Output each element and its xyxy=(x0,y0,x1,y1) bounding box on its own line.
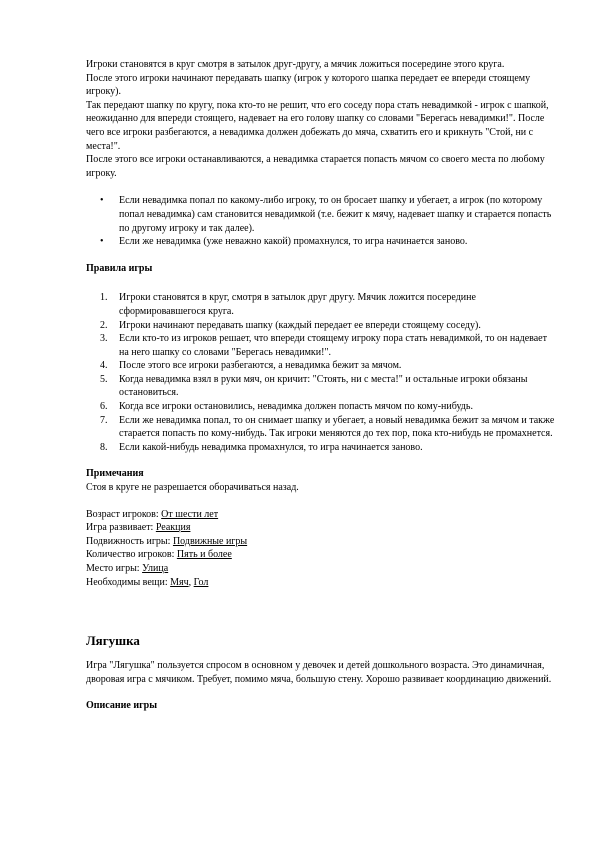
list-item xyxy=(86,332,556,359)
meta-row-age xyxy=(86,508,556,522)
list-number: 8. xyxy=(100,441,108,453)
meta-label: Необходимы вещи: xyxy=(86,576,171,588)
meta-label: Возраст игроков: xyxy=(86,508,162,520)
document-page xyxy=(86,58,556,713)
list-item-text: Если же невадимка (уже неважно какой) промахнулся, то игра начинается заново. xyxy=(119,236,468,248)
meta-link-develops[interactable]: Реакция xyxy=(155,522,191,534)
notes-section xyxy=(86,481,556,495)
bullet-icon: • xyxy=(100,236,104,248)
game-meta xyxy=(86,508,556,590)
list-item xyxy=(86,414,556,441)
list-item xyxy=(86,194,556,235)
list-item xyxy=(86,359,556,373)
list-item-text: Когда все игроки остановились, невадимка должен попасть мячом по кому-нибудь. xyxy=(119,401,473,413)
section2-intro xyxy=(86,659,556,686)
paragraph: Игроки становятся в круг смотря в затылок друг-другу, а мячик ложиться посередине этого круга. xyxy=(86,59,505,70)
list-item xyxy=(86,400,556,414)
list-item-text: Игроки начинают передавать шапку (каждый передает ее впереди стоящему соседу). xyxy=(119,319,481,331)
rules-list xyxy=(86,291,556,454)
list-item-text: Когда невадимка взял в руки мяч, он кричит: "Стоять, ни с места!" и остальные игроки обязаны остановиться. xyxy=(119,373,528,399)
list-item-text: После этого все игроки разбегаются, а невадимка бежит за мячом. xyxy=(119,360,402,372)
list-item-text: Игроки становятся в круг, смотря в затылок друг другу. Мячик ложится посередине сформировавшегося круга. xyxy=(119,292,476,317)
list-number: 6. xyxy=(100,401,108,413)
list-item xyxy=(86,441,556,455)
list-number: 5. xyxy=(100,373,108,385)
list-number: 7. xyxy=(100,414,108,426)
list-number: 4. xyxy=(100,360,108,372)
bullet-list xyxy=(86,194,556,248)
section-title: Лягушка xyxy=(86,633,140,649)
list-item xyxy=(86,291,556,318)
bullet-icon: • xyxy=(100,195,104,207)
list-item-text: Если кто-то из игроков решает, что впереди стоящему игроку пора стать невадимкой, то он надевает на него шапку со словами "Берегась невадимки!". xyxy=(119,333,547,358)
rules-heading: Правила игры xyxy=(86,262,153,274)
meta-separator: , xyxy=(188,576,194,588)
meta-label: Подвижность игры: xyxy=(86,535,173,547)
paragraph: После этого игроки начинают передавать шапку (игрок у которого шапка передает ее впереди стоящему игроку). xyxy=(86,72,531,98)
meta-link-mobility[interactable]: Подвижные игры xyxy=(172,535,248,547)
meta-link-place[interactable]: Улица xyxy=(142,563,169,574)
list-item-text: Если же невадимка попал, то он снимает шапку и убегает, а новый невадимка бежит за мячом и также старается попасть по кому-нибудь. Так игроки меняются до тех пор, пока кто-нибудь не промахнется. xyxy=(119,414,555,440)
list-number: 3. xyxy=(100,333,108,345)
list-item-text: Если какой-нибудь невадимка промахнулся, то игра начинается заново. xyxy=(119,441,423,453)
meta-row-place xyxy=(86,562,556,576)
meta-link-ball[interactable]: Мяч xyxy=(170,576,189,588)
paragraph: После этого все игроки останавливаются, а невадимка старается попасть мячом со своего места по любому игроку. xyxy=(86,154,545,179)
list-item-text: Если невадимка попал по какому-либо игроку, то он бросает шапку и убегает, а игрок (по которому попал невадимка) сам становится невадимкой (т.е. бежит к мячу, надевает шапку и старается попасть по другому игроку и так далее). xyxy=(119,195,552,234)
list-item xyxy=(86,373,556,400)
meta-row-develops xyxy=(86,521,556,535)
list-item xyxy=(86,319,556,333)
meta-link-players[interactable]: Пять и более xyxy=(176,549,232,561)
meta-link-goal[interactable]: Гол xyxy=(193,576,209,588)
notes-text: Стоя в круге не разрешается оборачиваться назад. xyxy=(86,482,299,494)
meta-row-mobility xyxy=(86,535,556,549)
intro-text xyxy=(86,58,556,180)
paragraph: Игра "Лягушка" пользуется спросом в основном у девочек и детей дошкольного возраста. Это динамичная, дворовая игра с мячиком. Требует, помимо мяча, большую стену. Хорошо развивает координацию движений. xyxy=(86,660,552,685)
list-number: 1. xyxy=(100,292,108,304)
meta-label: Игра развивает: xyxy=(86,522,156,534)
description-heading: Описание игры xyxy=(86,700,157,712)
paragraph: Так передают шапку по кругу, пока кто-то не решит, что его соседу пора стать невадимкой - игрок с шапкой, неожиданно для впереди стоящего, надевает на его голову шапку со словами "Берегась невадимки!". После чего все игроки разбегаются, а невадимка должен добежать до мяча, схватить его и крикнуть "Стой, ни с места!". xyxy=(86,99,549,152)
meta-row-players xyxy=(86,548,556,562)
meta-row-items xyxy=(86,576,556,590)
meta-label: Место игры: xyxy=(86,563,143,574)
list-item xyxy=(86,235,556,249)
list-number: 2. xyxy=(100,319,108,331)
notes-heading: Примечания xyxy=(86,468,144,480)
meta-label: Количество игроков: xyxy=(86,549,177,561)
meta-link-age[interactable]: От шести лет xyxy=(161,508,219,520)
